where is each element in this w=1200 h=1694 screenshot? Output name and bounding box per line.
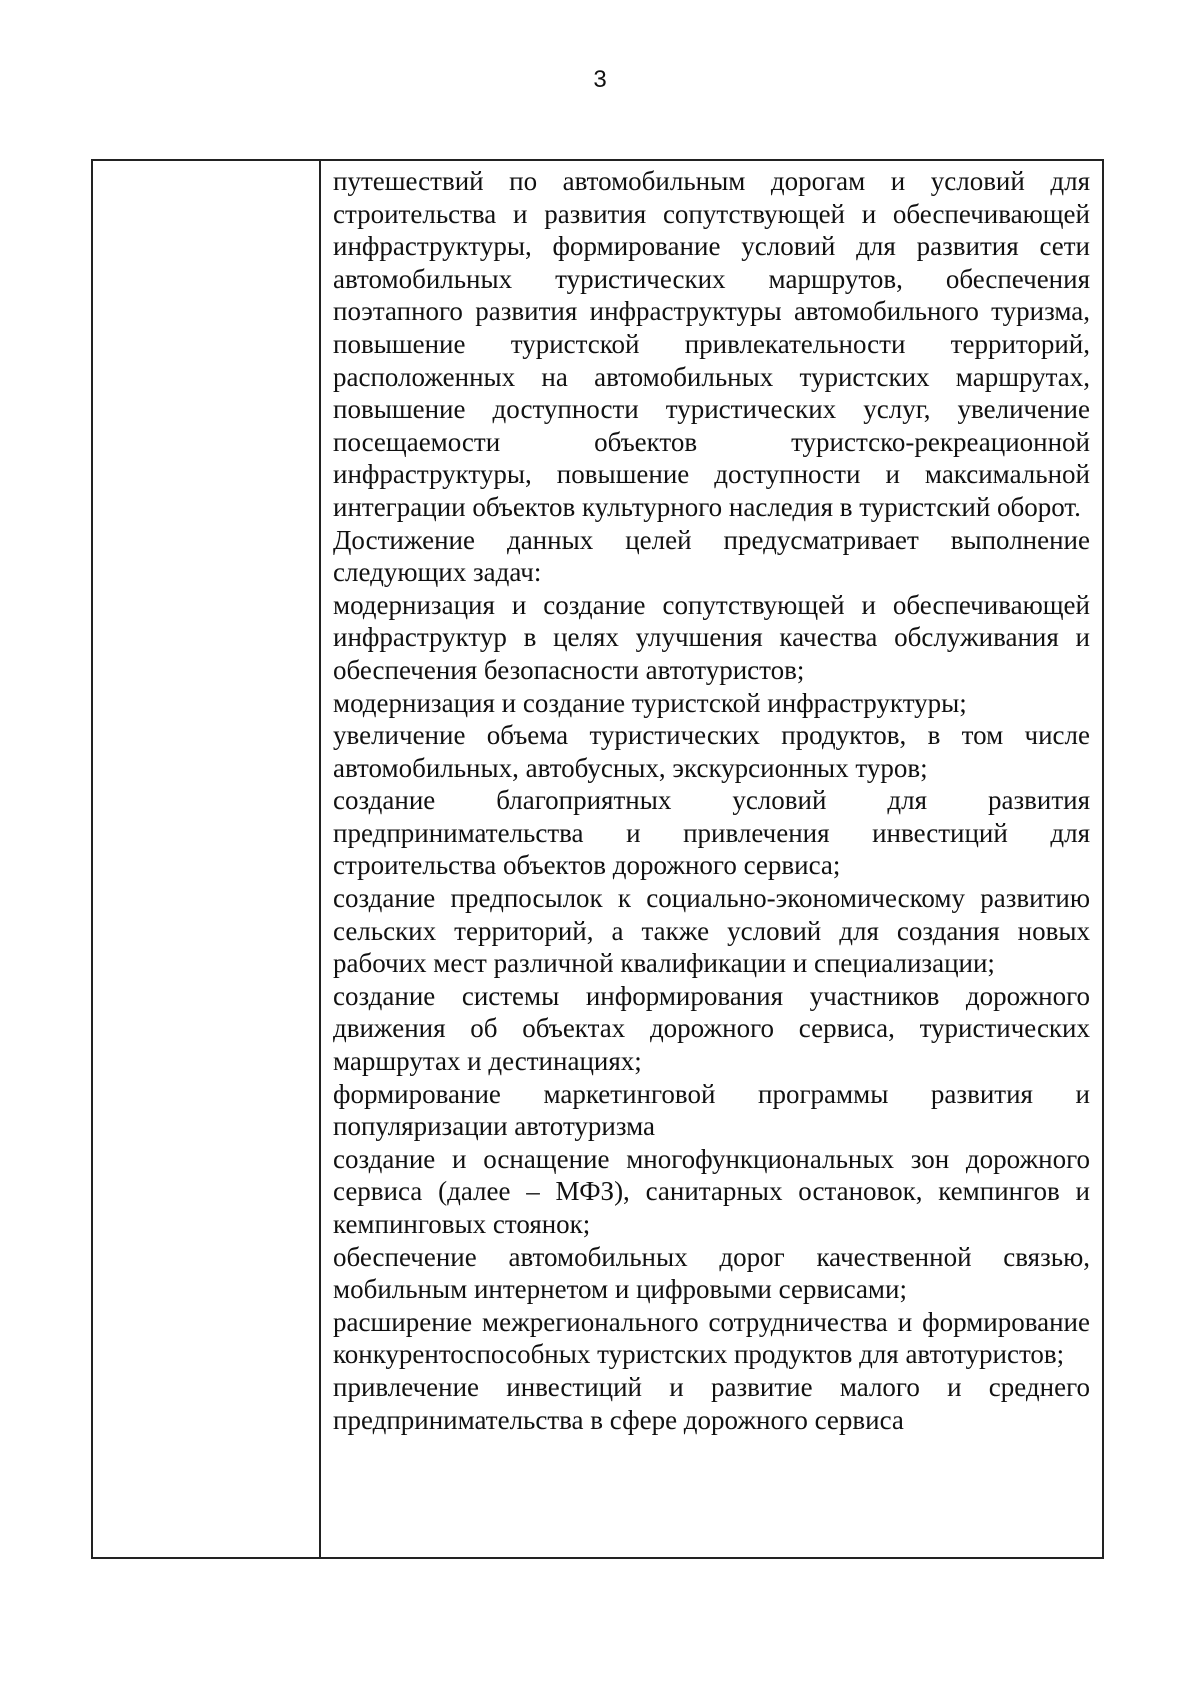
task-item-entrepreneurship-conditions: создание благоприятных условий для развития предпринимательства и привлечения инвестиций для строительства объектов дорожного сервиса; bbox=[333, 785, 1090, 881]
task-item-rural-development: создание предпосылок к социально-экономическому развитию сельских территорий, а также условий для создания новых рабочих мест различной квалификации и специализации; bbox=[333, 883, 1090, 979]
task-item-information-system: создание системы информирования участников дорожного движения об объектах дорожного сервиса, туристических маршрутах и дестинациях; bbox=[333, 980, 1090, 1077]
paragraph-goals-continuation: путешествий по автомобильным дорогам и условий для строительства и развития сопутствующей и обеспечивающей инфраструктуры, формирование условий для развития сети автомобильных туристических маршрутов, обеспечения поэтапного развития инфраструктуры автомобильного туризма, повышение туристской привлекательности территорий, расположенных на автомобильных туристских маршрутах, повышение доступности туристических услуг, увеличение посещаемости объектов туристско-рекреационной инфраструктуры, повышение доступности и максимальной интеграции объектов культурного наследия в туристский оборот. bbox=[333, 166, 1090, 522]
task-item-investment-attraction: привлечение инвестиций и развитие малого и среднего предпринимательства в сфере дорожного сервиса bbox=[333, 1371, 1090, 1435]
task-item-connectivity: обеспечение автомобильных дорог качественной связью, мобильным интернетом и цифровыми сервисами; bbox=[333, 1241, 1090, 1305]
paragraph-tasks-intro: Достижение данных целей предусматривает выполнение следующих задач: bbox=[333, 524, 1090, 588]
page-number: 3 bbox=[593, 66, 607, 93]
task-item-service-zones: создание и оснащение многофункциональных зон дорожного сервиса (далее – МФЗ), санитарных остановок, кемпингов и кемпинговых стоянок; bbox=[333, 1143, 1090, 1239]
task-item-marketing-program: формирование маркетинговой программы развития и популяризации автотуризма bbox=[333, 1078, 1090, 1142]
task-item-tourist-products: увеличение объема туристических продуктов, в том числе автомобильных, автобусных, экскурсионных туров; bbox=[333, 720, 1090, 783]
table-right-cell bbox=[321, 161, 1102, 1557]
task-item-interregional-cooperation: расширение межрегионального сотрудничества и формирование конкурентоспособных туристских продуктов для автотуристов; bbox=[333, 1306, 1090, 1370]
task-item-tourist-infrastructure: модернизация и создание туристской инфраструктуры; bbox=[333, 687, 967, 718]
table-left-cell bbox=[93, 161, 321, 1557]
document-table bbox=[91, 159, 1104, 1559]
task-item-infrastructure-modernization: модернизация и создание сопутствующей и обеспечивающей инфраструктур в целях улучшения качества обслуживания и обеспечения безопасности автотуристов; bbox=[333, 589, 1090, 685]
